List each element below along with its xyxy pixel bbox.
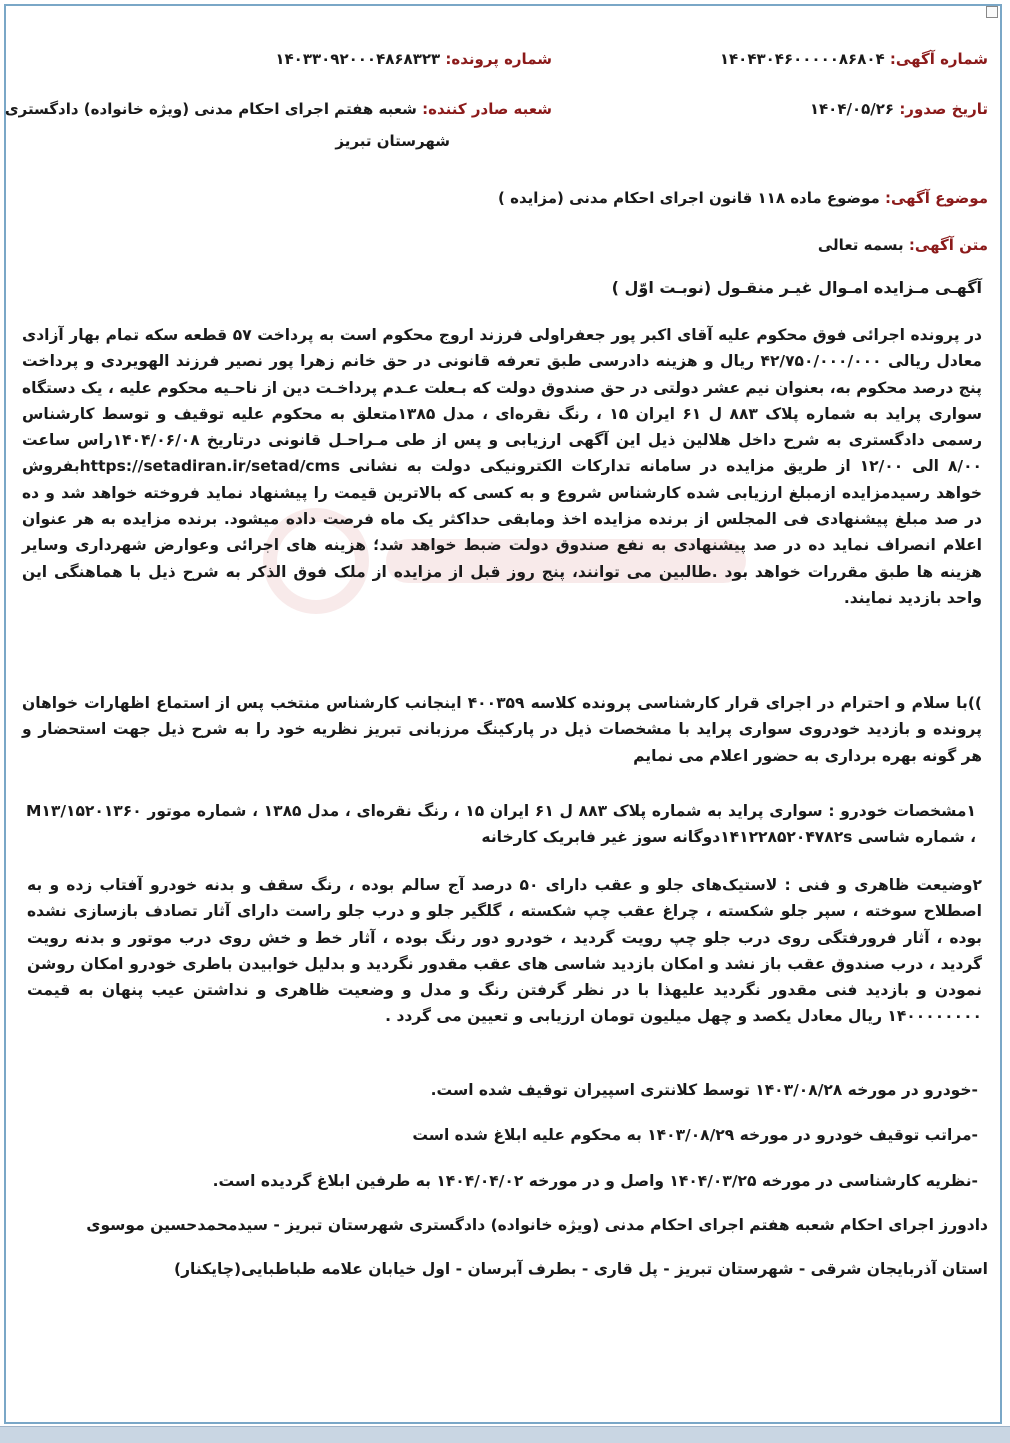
notice-number-label: شماره آگهی: bbox=[889, 50, 988, 68]
opinion-line: -نظریه کارشناسی در مورخه ۱۴۰۴/۰۳/۲۵ واصل و در مورخه ۱۴۰۴/۰۴/۰۲ به طرفین ابلاغ گردیده است. bbox=[212, 1172, 978, 1190]
vehicle-specs-paragraph: ۱مشخصات خودرو : سواری پراید به شماره پلاک ۸۸۳ ل ۶۱ ایران ۱۵ ، رنگ نقره‌ای ، مدل ۱۳۸۵ ، شماره موتور M۱۳/۱۵۲۰۱۳۶۰ ، شماره شاسی ۱۴۱۲۲۸۵۲۰۴۷۸۲sدوگانه سوز غیر فابریک کارخانه bbox=[26, 802, 976, 847]
address-line: استان آذربایجان شرقی - شهرستان تبریز - پل قاری - بطرف آبرسان - اول خیابان علامه طباطبایی(چایکنار) bbox=[174, 1260, 988, 1278]
case-number-label: شماره پرونده: bbox=[445, 50, 552, 68]
notified-line: -مراتب توقیف خودرو در مورخه ۱۴۰۳/۰۸/۲۹ به محکوم علیه ابلاغ شده است bbox=[412, 1126, 978, 1144]
expert-intro-paragraph: ))با سلام و احترام در اجرای قرار کارشناسی پرونده کلاسه ۴۰۰۳۵۹ اینجانب کارشناس منتخب پس از استماع اظهارات خواهان پرونده و بازدید خودروی سواری پراید با مشخصات ذیل در پارکینگ مرزبانی تبریز نظریه خود را به شرح ذیل جهت استحضار و هر گونه بهره برداری به حضور اعلام می نمایم bbox=[22, 694, 982, 765]
seizure-line: -خودرو در مورخه ۱۴۰۳/۰۸/۲۸ توسط کلانتری اسپیران توقیف شده است. bbox=[430, 1081, 978, 1099]
auction-paragraph bbox=[22, 322, 982, 611]
issuer-line2: شهرستان تبریز bbox=[335, 132, 450, 150]
issue-date-value: ۱۴۰۴/۰۵/۲۶ bbox=[809, 100, 895, 118]
case-number bbox=[275, 50, 552, 68]
notice-number bbox=[720, 50, 988, 68]
issue-date-label: تاریخ صدور: bbox=[899, 100, 988, 118]
subject-label: موضوع آگهی: bbox=[884, 189, 988, 207]
corner-box-icon bbox=[986, 6, 998, 18]
issuer-value-line1: شعبه هفتم اجرای احکام مدنی (ویژه خانواده) دادگستری bbox=[4, 100, 417, 118]
notice-number-value: ۱۴۰۴۳۰۴۶۰۰۰۰۰۸۶۸۰۴ bbox=[719, 50, 885, 68]
case-number-value: ۱۴۰۳۳۰۹۲۰۰۰۴۸۶۸۳۲۳ bbox=[275, 50, 441, 68]
issuer bbox=[5, 100, 552, 118]
auction-title: آگهـی مـزایده امـوال غیـر منقـول (نوبـت اوّل ) bbox=[611, 278, 982, 297]
issue-date bbox=[810, 100, 988, 118]
paragraph-text-before-url: در پرونده اجرائی فوق محکوم علیه آقای اکبر پور جعفراولی فرزند اروج محکوم است به پرداخت ۵۷ قطعه سکه تمام بهار آزادی معادل ریالی ۴۲/۷۵۰/۰۰۰/۰۰۰ ریال و هزینه دادرسی طبق تعرفه قانونی در حق خانم زهرا پور نصیر فرزند الهویردی و پرداخت پنج درصد محکوم به، بعنوان نیم عشر دولتی در حق صندوق دولت که بـعلت عـدم پرداخـت دین از ناحـیه محکوم علیه ، یک دستگاه سواری پراید به شماره پلاک ۸۸۳ ل ۶۱ ایران ۱۵ ، رنگ نقره‌ای ، مدل ۱۳۸۵متعلق به محکوم علیه توقیف و توسط کارشناس رسمی دادگستری به شرح داخل هلالین ذیل این آگهی ارزیابی و پس از طی مـراحـل قانونی درتاریخ ۱۴۰۴/۰۶/۰۸راس ساعت ۸/۰۰ الی ۱۲/۰۰ از طریق مزایده در سامانه تدارکات الکترونیکی دولت به نشانی bbox=[22, 326, 982, 476]
paragraph-text-after-url: بفروش خواهد رسیدمزایده ازمبلغ ارزیابی شده کارشناس شروع و به کسی که بالاترین قیمت را پیشنهاد نماید فروخته خواهد شد و ده در صد مبلغ پیشنهادی فی المجلس از برنده مزایده اخذ ومابقی حداکثر یک ماه فرصت داده میشود. برنده مزایده به هر عنوان اعلام انصراف نماید ده در صد پیشنهادی به نفع صندوق دولت ضبط خواهد شد؛ هزینه های اجرائی وعوارض شهرداری وسایر هزینه ها طبق مقررات خواهد بود .طالبین می توانند، پنج روز قبل از مزایده از ملک فوق الذکر به شرح ذیل با هماهنگی این واحد بازدید نمایند. bbox=[22, 457, 982, 607]
subject bbox=[498, 189, 988, 207]
text-label: متن آگهی: bbox=[908, 236, 988, 254]
signature-line: دادورز اجرای احکام شعبه هفتم اجرای احکام مدنی (ویژه خانواده) دادگستری شهرستان تبریز - سیدمحمدحسین موسوی bbox=[86, 1216, 988, 1234]
subject-value: موضوع ماده ۱۱۸ قانون اجرای احکام مدنی (مزایده ) bbox=[498, 189, 880, 207]
setad-url-link[interactable]: https://setadiran.ir/setad/cms bbox=[79, 457, 340, 476]
text-opening: بسمه تعالی bbox=[817, 236, 904, 254]
vehicle-condition-paragraph: ۲وضیعت ظاهری و فنی : لاستیک‌های جلو و عقب دارای ۵۰ درصد آج سالم بوده ، رنگ سقف و بدنه خودرو آفتاب زده و به اصطلاح سوخته ، سپر جلو شکسته ، چراغ عقب چپ شکسته ، گلگیر جلو و درب جلو راست دارای آثار تصادف بازسازی نشده بوده ، آثار فرورفتگی روی درب جلو چپ رویت گردید ، خودرو دور رنگ بوده ، آثار خط و خش روی درب موتور و بدنه رویت گردید ، درب صندوق عقب باز نشد و امکان بازدید شاسی های عقب مقدور نگردید و بدلیل خوابیدن باطری خودرو امکان روشن نمودن و بازدید فنی مقدور نگردید علیهذا با در نظر گرفتن رنگ و مدل و وضعیت ظاهری و نداشتن عیب پنهان به قیمت ۱۴۰۰۰۰۰۰۰۰ ریال معادل یکصد و چهل میلیون تومان ارزیابی و تعیین می گردد . bbox=[27, 876, 983, 1026]
text-heading bbox=[818, 236, 988, 254]
bottom-scroll-bar[interactable] bbox=[0, 1426, 1010, 1443]
issuer-label: شعبه صادر کننده: bbox=[422, 100, 552, 118]
notice-page bbox=[4, 4, 1002, 1424]
